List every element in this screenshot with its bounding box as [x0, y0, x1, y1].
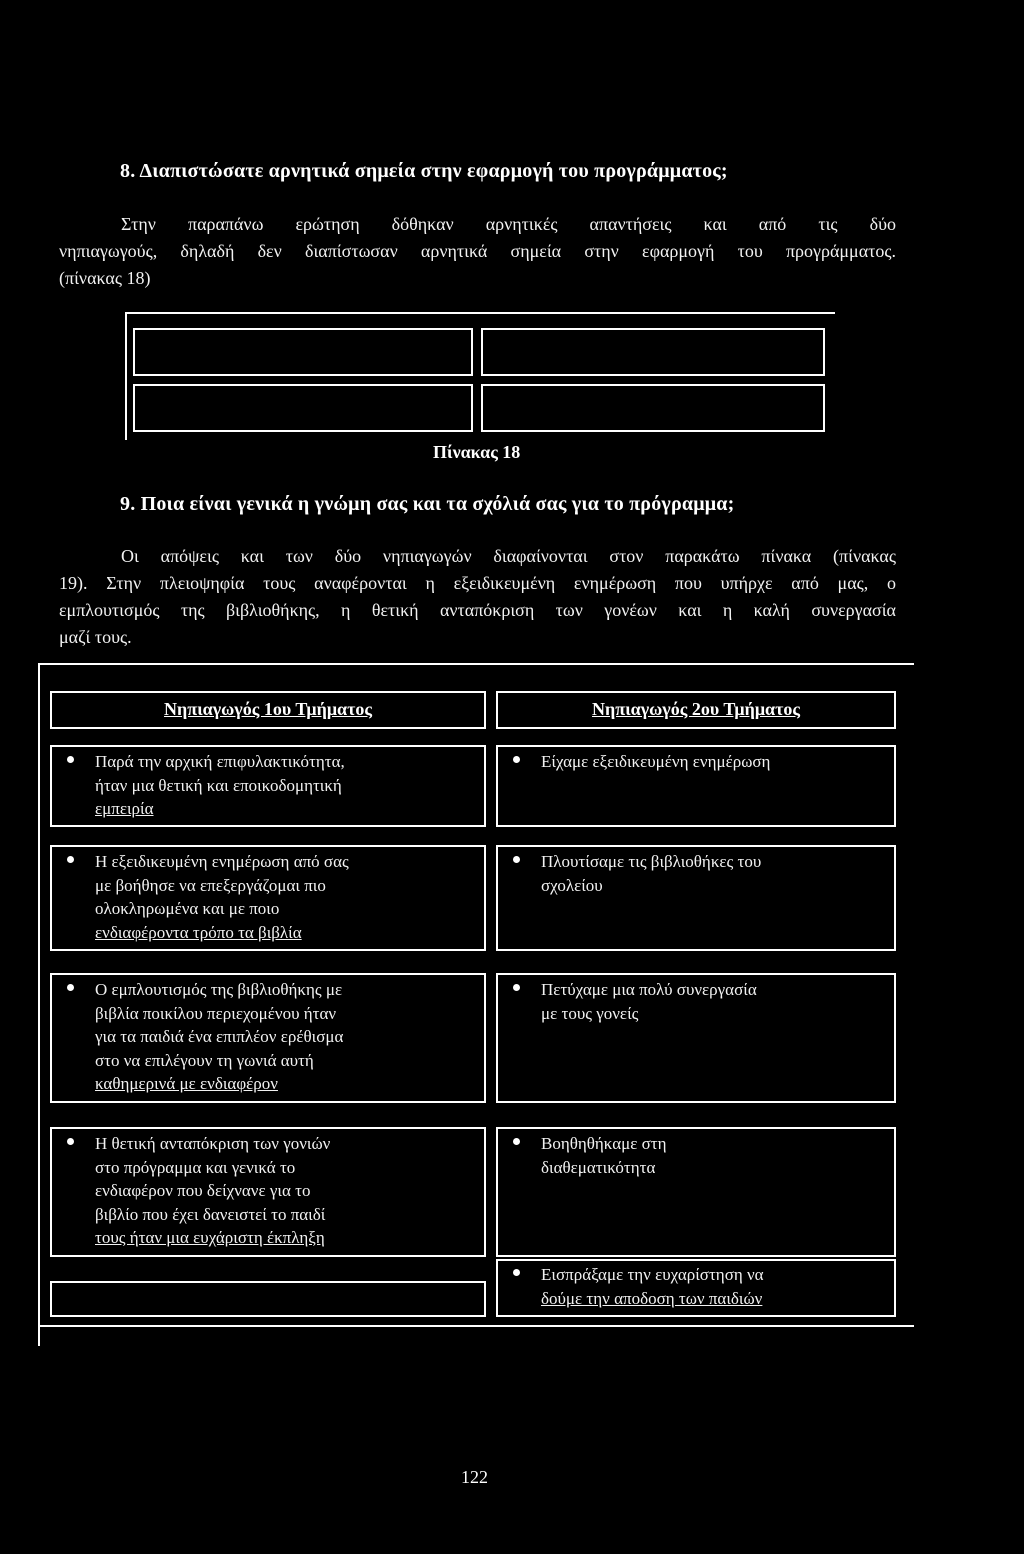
page-number: 122 — [461, 1467, 488, 1487]
table-19-left-border — [38, 663, 40, 1346]
cell-text — [541, 850, 884, 897]
cell-line: σχολείου — [541, 875, 603, 895]
cell-line: Η θετική ανταπόκριση των γονιών — [95, 1134, 331, 1153]
cell-text — [95, 1132, 474, 1250]
table-18-top-border — [125, 312, 835, 314]
bullet-icon — [67, 756, 74, 763]
bullet-icon — [513, 756, 520, 763]
cell-line: Η εξειδικευμένη ενημέρωση από σας — [95, 852, 349, 871]
table-row-1-left — [50, 745, 486, 827]
table-18-cell — [133, 328, 473, 376]
table-row-3-right — [496, 973, 896, 1103]
header-left-label: Νηπιαγωγός 1ου Τμήματος — [164, 699, 372, 719]
cell-line: διαθεματικότητα — [541, 1157, 656, 1177]
table-row-4-right — [496, 1127, 896, 1257]
table-row-4-left — [50, 1127, 486, 1257]
cell-line: με τους γονείς — [541, 1003, 639, 1023]
table-row-3-left — [50, 973, 486, 1103]
table-row-5-right — [496, 1259, 896, 1317]
section-9-paragraph-line-1: Οι απόψεις και των δύο νηπιαγωγών διαφαίνονται στον παρακάτω πίνακα (πίνακας — [121, 546, 896, 566]
bullet-icon — [513, 984, 520, 991]
cell-text — [95, 978, 474, 1096]
cell-text — [541, 978, 884, 1025]
section-8-paragraph-line-3: (πίνακας 18) — [59, 268, 151, 288]
header-right-label: Νηπιαγωγός 2ου Τμήματος — [592, 699, 800, 719]
table-18-left-border — [125, 312, 127, 440]
cell-line: βιβλία ποικίλου περιεχομένου ήταν — [95, 1003, 337, 1023]
section-8-heading: 8. Διαπιστώσατε αρνητικά σημεία στην εφαρμογή του προγράμματος; — [120, 160, 728, 182]
table-18 — [125, 312, 839, 440]
cell-line: βιβλίο που έχει δανειστεί το παιδί — [95, 1204, 326, 1224]
table-19-top-border — [38, 663, 914, 665]
bullet-icon — [513, 1138, 520, 1145]
table-18-cell — [481, 328, 825, 376]
cell-text — [95, 850, 474, 944]
section-9-paragraph-line-4: μαζί τους. — [59, 627, 132, 647]
cell-line: Εισπράξαμε την ευχαρίστηση να — [541, 1265, 764, 1284]
bullet-icon — [67, 856, 74, 863]
section-8-paragraph-line-2: νηπιαγωγούς, δηλαδή δεν διαπίστωσαν αρνητικά σημεία στην εφαρμογή του προγράμματος. — [59, 241, 896, 261]
cell-text — [541, 1263, 884, 1310]
table-18-cell — [481, 384, 825, 432]
table-18-caption: Πίνακας 18 — [433, 442, 521, 462]
table-row-2-left — [50, 845, 486, 951]
cell-line: ενδιαφέροντα τρόπο τα βιβλία — [95, 922, 302, 942]
cell-line: για τα παιδιά ένα επιπλέον ερέθισμα — [95, 1027, 344, 1046]
cell-line: Πλουτίσαμε τις βιβλιοθήκες του — [541, 852, 762, 871]
table-18-cell — [133, 384, 473, 432]
bullet-icon — [67, 984, 74, 991]
cell-line: Παρά την αρχική επιφυλακτικότητα, — [95, 752, 345, 771]
table-row-5-left — [50, 1281, 486, 1317]
bullet-icon — [513, 856, 520, 863]
table-row-1-right — [496, 745, 896, 827]
cell-text — [541, 750, 884, 774]
cell-line: καθημερινά με ενδιαφέρον — [95, 1074, 278, 1093]
cell-line: με βοήθησε να επεξεργάζομαι πιο — [95, 875, 326, 895]
cell-line: Ο εμπλουτισμός της βιβλιοθήκης με — [95, 980, 343, 999]
cell-line: εμπειρία — [95, 799, 154, 818]
cell-text — [541, 1132, 884, 1179]
cell-line: Βοηθηθήκαμε στη — [541, 1134, 667, 1153]
cell-line: ήταν μια θετική και εποικοδομητική — [95, 775, 342, 795]
cell-line: δούμε την αποδοση των παιδιών — [541, 1288, 763, 1308]
table-row-2-right — [496, 845, 896, 951]
table-19 — [38, 663, 916, 1346]
cell-line: τους ήταν μια ευχάριστη έκπληξη — [95, 1228, 325, 1247]
header-cell-right — [496, 691, 896, 729]
cell-line: στο πρόγραμμα και γενικά το — [95, 1157, 296, 1177]
bullet-icon — [513, 1269, 520, 1276]
section-9-paragraph-line-3: εμπλουτισμός της βιβλιοθήκης, η θετική ανταπόκριση των γονέων και η καλή συνεργασία — [59, 600, 896, 620]
section-8-paragraph-line-1: Στην παραπάνω ερώτηση δόθηκαν αρνητικές απαντήσεις και από τις δύο — [121, 214, 896, 234]
table-19-bottom-border — [38, 1325, 914, 1327]
cell-line: στο να επιλέγουν τη γωνιά αυτή — [95, 1050, 314, 1070]
cell-text — [95, 750, 474, 821]
cell-line: Πετύχαμε μια πολύ συνεργασία — [541, 980, 757, 999]
bullet-icon — [67, 1138, 74, 1145]
section-9-heading: 9. Ποια είναι γενικά η γνώμη σας και τα σχόλιά σας για το πρόγραμμα; — [120, 493, 735, 515]
header-cell-left — [50, 691, 486, 729]
cell-line: ολοκληρωμένα και με ποιο — [95, 899, 280, 918]
cell-line: Είχαμε εξειδικευμένη ενημέρωση — [541, 752, 771, 771]
cell-line: ενδιαφέρον που δείχνανε για το — [95, 1181, 311, 1200]
section-9-paragraph-line-2: 19). Στην πλειοψηφία τους αναφέρονται η εξειδικευμένη ενημέρωση που υπήρχε από μας, ο — [59, 573, 896, 593]
